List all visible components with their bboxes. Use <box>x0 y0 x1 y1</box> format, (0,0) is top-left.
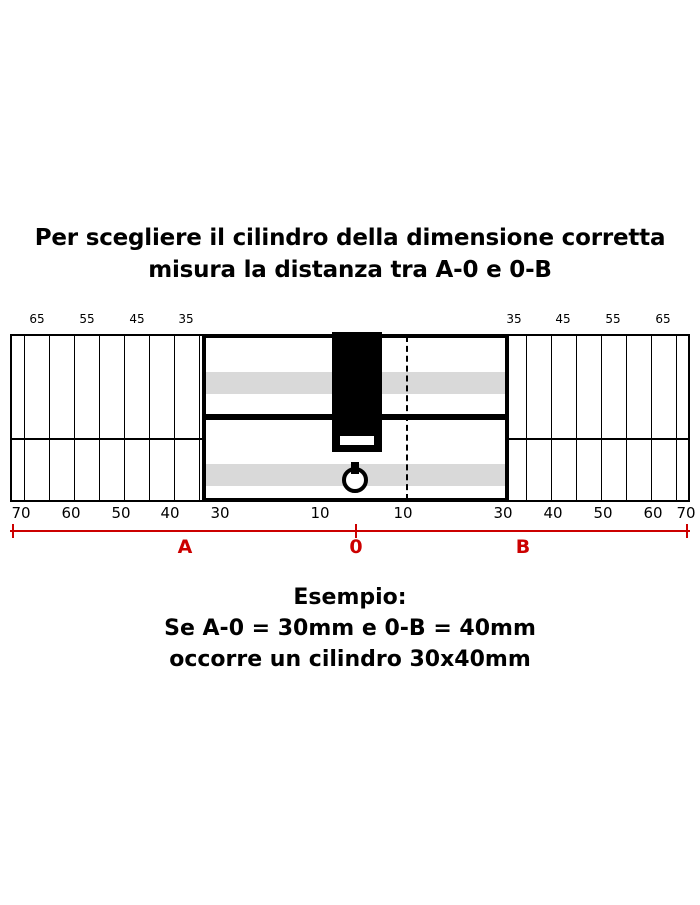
bottom-scale-value: 50 <box>593 504 613 522</box>
ruler-tick <box>199 334 200 502</box>
ruler-tick <box>576 334 577 502</box>
ruler-tick <box>49 334 50 502</box>
bottom-scale-value: 40 <box>543 504 563 522</box>
top-scale-value: 65 <box>29 312 45 326</box>
bottom-scale-value: 70 <box>11 504 31 522</box>
top-scale-value: 45 <box>129 312 145 326</box>
measurement-label-a: A <box>177 536 193 558</box>
ruler-tick <box>651 334 652 502</box>
bottom-scale-value: 10 <box>310 504 330 522</box>
cylinder-cam-block <box>332 332 382 452</box>
example-title: Esempio: <box>293 585 407 610</box>
top-scale-value: 55 <box>79 312 95 326</box>
center-axis-dashed-line <box>406 336 408 500</box>
measurement-cap-right <box>686 524 688 538</box>
page-title-line-1: Per scegliere il cilindro della dimensione corretta <box>34 225 666 251</box>
example-line-1: Se A-0 = 30mm e 0-B = 40mm <box>164 616 536 641</box>
bottom-scale-value: 60 <box>643 504 663 522</box>
measurement-cap-left <box>12 524 14 538</box>
keyhole-stem <box>351 462 359 474</box>
ruler-tick <box>99 334 100 502</box>
ruler-tick <box>149 334 150 502</box>
top-scale-value: 65 <box>655 312 671 326</box>
top-scale <box>10 312 690 330</box>
bottom-scale-value: 50 <box>111 504 131 522</box>
page-title <box>0 222 700 286</box>
ruler-tick <box>626 334 627 502</box>
ruler-tick <box>24 334 25 502</box>
bottom-scale-value: 60 <box>61 504 81 522</box>
bottom-scale-value: 70 <box>676 504 696 522</box>
bottom-scale <box>10 504 696 526</box>
ruler-tick <box>124 334 125 502</box>
cylinder-measurement-diagram <box>10 312 696 562</box>
bottom-scale-value: 30 <box>493 504 513 522</box>
bottom-scale-value: 40 <box>160 504 180 522</box>
top-scale-value: 35 <box>506 312 522 326</box>
top-scale-value: 35 <box>178 312 194 326</box>
example-block <box>0 582 700 675</box>
page-title-line-2: misura la distanza tra A-0 e 0-B <box>148 257 552 283</box>
top-scale-value: 45 <box>555 312 571 326</box>
bottom-scale-value: 10 <box>393 504 413 522</box>
measurement-label-b: B <box>515 536 531 558</box>
ruler-tick <box>601 334 602 502</box>
cylinder-cam-slot <box>340 436 374 445</box>
ruler-tick <box>551 334 552 502</box>
ruler-tick <box>74 334 75 502</box>
measurement-bar <box>10 530 690 532</box>
ruler-tick <box>676 334 677 502</box>
top-scale-value: 55 <box>605 312 621 326</box>
ruler-tick <box>174 334 175 502</box>
measurement-label-zero: 0 <box>349 536 363 558</box>
example-line-2: occorre un cilindro 30x40mm <box>169 647 531 672</box>
ruler-tick <box>526 334 527 502</box>
bottom-scale-value: 30 <box>210 504 230 522</box>
